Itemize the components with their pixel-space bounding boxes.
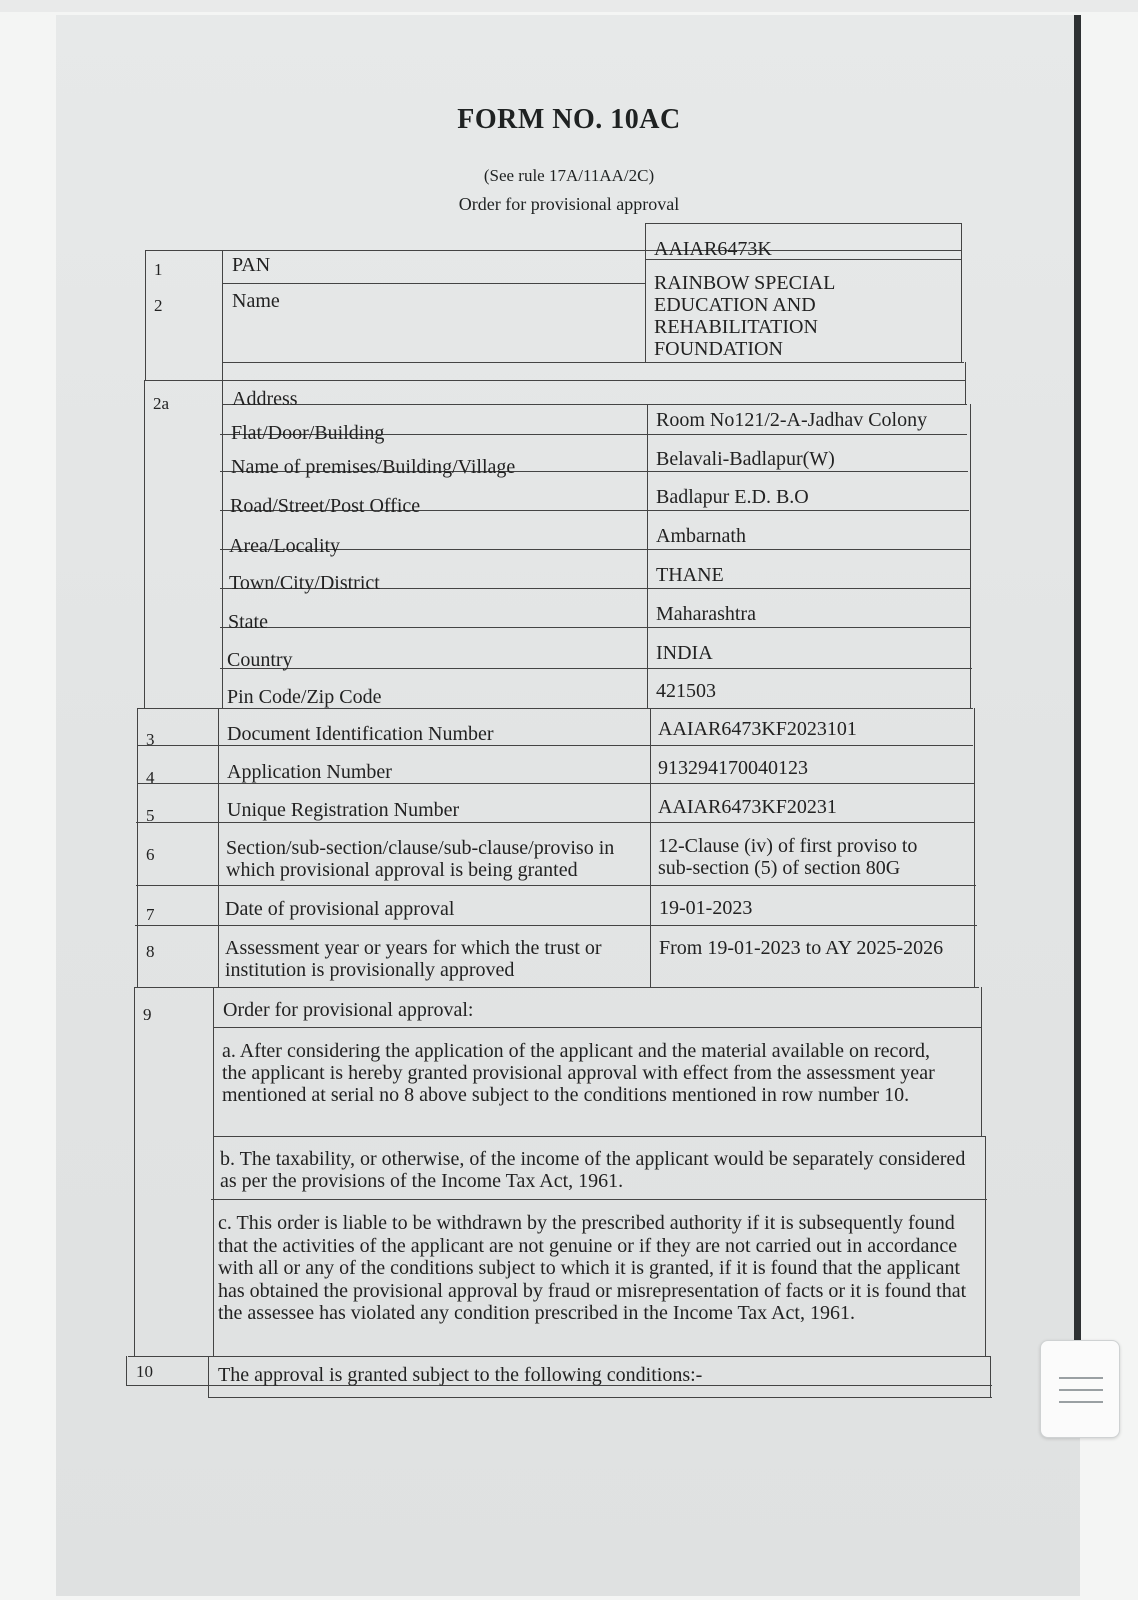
row-number: 2a — [153, 394, 170, 413]
premises-value: Belavali-Badlapur(W) — [656, 448, 835, 470]
table-line — [134, 987, 135, 1356]
state-value: Maharashtra — [656, 603, 756, 625]
table-line — [208, 1356, 209, 1398]
order-clause-a: a. After considering the application of the applicant and the material available on record, the applicant is hereby granted provisional approval with effect from the assessment year mentioned at serial no 8 above subject to the conditions mentioned in row number 10. — [222, 1040, 935, 1106]
table-line — [650, 708, 651, 987]
table-line — [134, 987, 979, 988]
table-line — [144, 380, 145, 708]
road-value: Badlapur E.D. B.O — [656, 486, 809, 508]
table-line — [137, 708, 138, 987]
table-line — [208, 1397, 992, 1398]
application-number-label: Application Number — [227, 761, 392, 783]
premises-label: Name of premises/Building/Village — [231, 456, 516, 478]
table-line — [647, 404, 648, 708]
country-label: Country — [227, 649, 293, 671]
assessment-year-value: From 19-01-2023 to AY 2025-2026 — [659, 937, 944, 959]
din-value: AAIAR6473KF2023101 — [658, 718, 857, 740]
table-line — [985, 1136, 986, 1356]
pan-label: PAN — [232, 254, 271, 276]
scroll-handle[interactable] — [1040, 1340, 1120, 1438]
row-number: 7 — [146, 905, 155, 924]
conditions-label: The approval is granted subject to the following conditions:- — [218, 1364, 703, 1386]
table-line — [222, 362, 964, 363]
table-line — [222, 250, 223, 708]
table-line — [145, 250, 146, 380]
area-value: Ambarnath — [656, 525, 746, 547]
form-rule: (See rule 17A/11AA/2C) — [483, 166, 655, 185]
form-subtitle: Order for provisional approval — [458, 194, 680, 214]
road-label: Road/Street/Post Office — [230, 495, 421, 517]
table-line — [136, 885, 976, 886]
row-number: 5 — [146, 806, 155, 825]
urn-label: Unique Registration Number — [227, 799, 460, 821]
form-title: FORM NO. 10AC — [457, 104, 681, 135]
approval-date-value: 19-01-2023 — [659, 897, 753, 919]
flat-value: Room No121/2-A-Jadhav Colony — [656, 409, 928, 431]
table-line — [961, 223, 962, 362]
row-number: 10 — [136, 1362, 153, 1381]
name-label: Name — [232, 290, 280, 312]
pin-label: Pin Code/Zip Code — [227, 686, 382, 708]
table-line — [135, 925, 977, 926]
order-clause-b: b. The taxability, or otherwise, of the income of the applicant would be separately considered as per the provisions of the Income Tax Act, 1961. — [220, 1148, 966, 1192]
flat-label: Flat/Door/Building — [231, 422, 385, 444]
table-line — [974, 708, 975, 987]
row-number: 8 — [146, 942, 155, 961]
table-line — [126, 1356, 127, 1386]
urn-value: AAIAR6473KF20231 — [658, 796, 837, 818]
table-line — [645, 223, 961, 224]
row-number: 2 — [154, 296, 163, 315]
table-line — [645, 223, 646, 362]
table-line — [136, 822, 975, 823]
row-number: 1 — [154, 260, 163, 279]
state-label: State — [228, 611, 268, 633]
assessment-year-label: Assessment year or years for which the trust or institution is provisionally approved — [225, 937, 602, 981]
pin-value: 421503 — [656, 680, 716, 702]
row-number: 3 — [146, 730, 155, 749]
handle-grip-icon — [1059, 1389, 1103, 1391]
town-value: THANE — [656, 564, 724, 586]
order-clause-c: c. This order is liable to be withdrawn by the prescribed authority if it is subsequently found that the activities of the applicant are not genuine or if they are not carried out in accordance with all or any of the conditions subject to which it is granted, if it is found that the applicant has obtained the provisional approval by fraud or misrepresentation of facts or it is found that the assessee has violated any condition prescribed in the Income Tax Act, 1961. — [218, 1212, 967, 1324]
area-label: Area/Locality — [229, 535, 341, 557]
section-value: 12-Clause (iv) of first proviso to sub-section (5) of section 80G — [658, 835, 918, 879]
pan-value: AAIAR6473K — [654, 238, 772, 260]
table-line — [213, 1136, 985, 1137]
table-line — [981, 987, 982, 1137]
table-line — [222, 283, 645, 284]
din-label: Document Identification Number — [227, 723, 494, 745]
application-number-value: 913294170040123 — [658, 757, 808, 779]
handle-grip-icon — [1059, 1401, 1103, 1403]
address-label: Address — [232, 388, 298, 410]
table-line — [145, 380, 965, 381]
table-line — [970, 404, 971, 708]
table-line — [128, 1356, 990, 1357]
approval-date-label: Date of provisional approval — [225, 898, 455, 920]
section-label: Section/sub-section/clause/sub-clause/proviso in which provisional approval is being granted — [226, 837, 615, 881]
handle-grip-icon — [1059, 1377, 1103, 1379]
row-number: 9 — [143, 1005, 152, 1024]
country-value: INDIA — [656, 642, 713, 664]
table-line — [965, 362, 966, 404]
table-line — [990, 1356, 991, 1398]
row-number: 6 — [146, 845, 155, 864]
table-line — [211, 1199, 987, 1200]
name-value: RAINBOW SPECIAL EDUCATION AND REHABILITATION FOUNDATION — [654, 272, 835, 360]
row-number: 4 — [146, 768, 155, 787]
order-label: Order for provisional approval: — [223, 999, 474, 1021]
town-label: Town/City/District — [229, 572, 380, 594]
table-line — [214, 1027, 981, 1028]
